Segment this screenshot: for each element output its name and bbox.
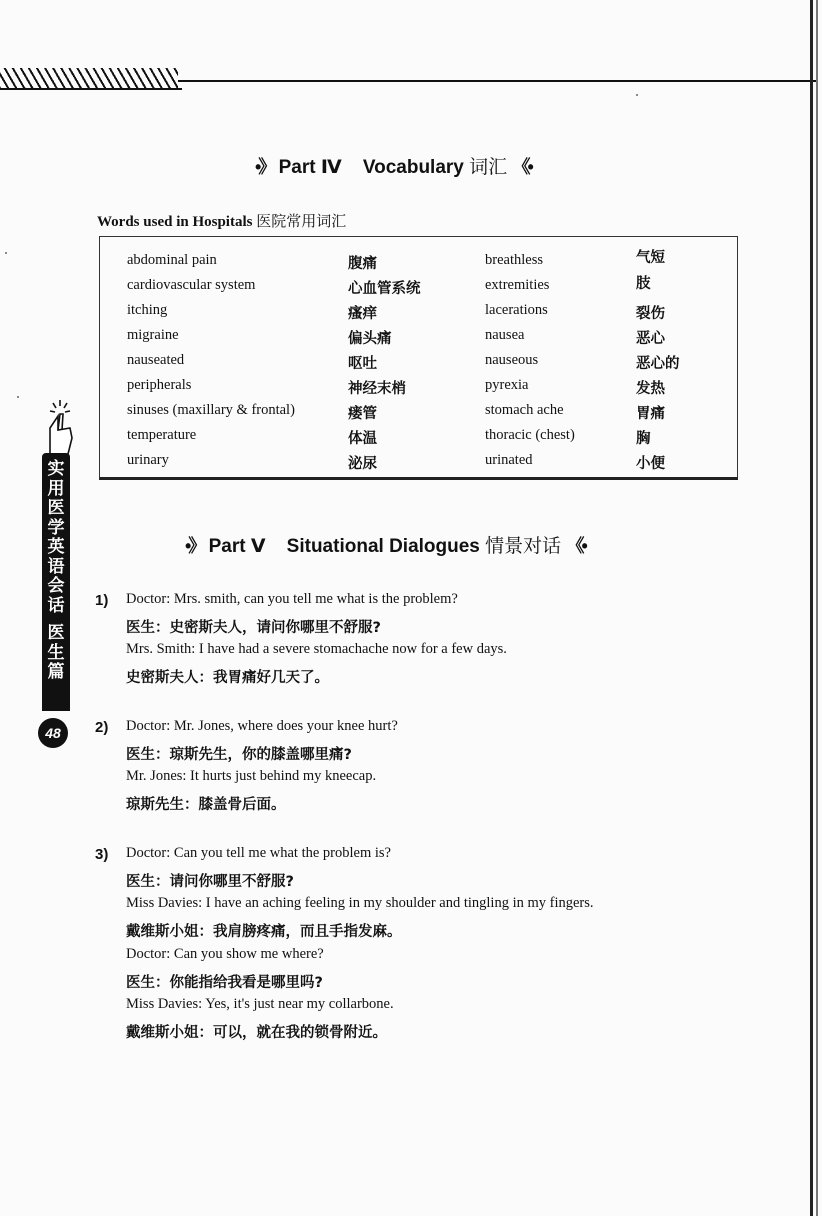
- vocab-term-en: abdominal pain: [127, 252, 217, 268]
- right-arrow-icon: 《•: [512, 157, 531, 177]
- vocab-row: [100, 352, 737, 377]
- dialogue-line-zh: 医生：你能指给我看是哪里吗?: [126, 975, 323, 991]
- vocab-term-zh: 泌尿: [348, 456, 377, 472]
- part5-title-en: Situational Dialogues: [286, 536, 480, 557]
- vocab-term-en: urinated: [485, 452, 533, 468]
- vocab-row: [100, 427, 737, 452]
- vocab-term-zh: 偏头痛: [348, 331, 392, 347]
- vocab-row: [100, 302, 737, 327]
- header-hatch-base-line: [0, 88, 182, 90]
- vocab-row: [100, 377, 737, 402]
- part4-title-zh: 词汇: [469, 157, 508, 178]
- vocab-term-en: pyrexia: [485, 377, 529, 393]
- dialogue-line-zh: 琼斯先生：膝盖骨后面。: [126, 797, 286, 813]
- vocab-heading: [97, 210, 346, 231]
- page-edge-line: [810, 0, 813, 1216]
- vocab-term-zh: 恶心的: [636, 356, 680, 372]
- vocab-heading-zh: 医院常用词汇: [256, 212, 347, 230]
- dialogue-line-zh: 医生：琼斯先生，你的膝盖哪里痛?: [126, 747, 352, 763]
- part4-label: Part Ⅳ: [278, 157, 342, 178]
- vocab-term-en: thoracic (chest): [485, 427, 575, 443]
- vocab-term-zh: 腹痛: [348, 256, 377, 272]
- vocab-term-zh: 神经末梢: [348, 381, 406, 397]
- speck: [636, 94, 638, 96]
- dialogue-line-en: Mrs. Smith: I have had a severe stomachache now for a few days.: [126, 641, 507, 657]
- part5-label: Part Ⅴ: [208, 536, 266, 557]
- dialogue-line-zh: 史密斯夫人：我胃痛好几天了。: [126, 670, 329, 686]
- chapter-side-tab: [38, 398, 78, 758]
- dialogue-line-en: Miss Davies: I have an aching feeling in my shoulder and tingling in my fingers.: [126, 895, 594, 911]
- vocabulary-table: [99, 236, 738, 480]
- left-arrow-icon: •》: [255, 157, 274, 177]
- vocab-term-en: nausea: [485, 327, 525, 343]
- vocab-term-zh: 气短: [636, 250, 665, 266]
- dialogue-line-en: Doctor: Can you tell me what the problem is?: [126, 845, 391, 861]
- vocab-term-zh: 瘘管: [348, 406, 377, 422]
- page-number: 48: [38, 718, 68, 748]
- vocab-row: [100, 452, 737, 477]
- header-hatch-decoration: [0, 68, 178, 90]
- vocab-term-zh: 胃痛: [636, 406, 665, 422]
- book-title: 实用医学英语会话: [47, 459, 65, 616]
- dialogue-number: 2): [95, 719, 109, 736]
- dialogue-line-zh: 戴维斯小姐：可以，就在我的锁骨附近。: [126, 1025, 387, 1041]
- vocab-term-zh: 呕吐: [348, 356, 377, 372]
- vocab-term-en: nauseous: [485, 352, 539, 368]
- vocab-term-zh: 心血管系统: [348, 281, 421, 297]
- volume-title: 医生篇: [47, 623, 65, 682]
- vocab-term-en: temperature: [127, 427, 197, 443]
- side-title: [42, 460, 70, 683]
- part4-title-en: Vocabulary: [362, 157, 464, 178]
- vocab-term-en: cardiovascular system: [127, 277, 256, 293]
- speck: [17, 396, 19, 398]
- dialogue-line-en: Doctor: Mrs. smith, can you tell me what is the problem?: [126, 591, 458, 607]
- speck: [5, 252, 7, 254]
- dialogue-line-zh: 戴维斯小姐：我肩膀疼痛，而且手指发麻。: [126, 924, 402, 940]
- vocab-term-en: stomach ache: [485, 402, 564, 418]
- vocab-term-zh: 肢: [636, 276, 651, 292]
- bookmark-hand-icon: [44, 398, 74, 454]
- vocab-term-en: peripherals: [127, 377, 192, 393]
- vocab-term-en: migraine: [127, 327, 179, 343]
- vocab-row: [100, 327, 737, 352]
- vocab-term-zh: 胸: [636, 431, 651, 447]
- dialogue-number: 3): [95, 846, 109, 863]
- vocab-term-en: sinuses (maxillary & frontal): [127, 402, 295, 418]
- vocab-term-en: itching: [127, 302, 168, 318]
- vocab-row: [100, 402, 737, 427]
- page-edge-line-secondary: [816, 0, 818, 1216]
- part5-title-zh: 情景对话: [485, 536, 562, 557]
- header-rule: [178, 80, 818, 82]
- dialogue-line-zh: 医生：请问你哪里不舒服?: [126, 874, 294, 890]
- vocab-term-en: nauseated: [127, 352, 185, 368]
- vocab-term-zh: 裂伤: [636, 306, 665, 322]
- vocab-term-zh: 体温: [348, 431, 377, 447]
- vocab-term-en: breathless: [485, 252, 543, 268]
- dialogue-line-en: Miss Davies: Yes, it's just near my collarbone.: [126, 996, 394, 1012]
- dialogue-number: 1): [95, 592, 109, 609]
- vocab-term-zh: 瘙痒: [348, 306, 377, 322]
- vocab-term-en: extremities: [485, 277, 550, 293]
- dialogue-line-en: Doctor: Can you show me where?: [126, 946, 324, 962]
- dialogue-line-en: Doctor: Mr. Jones, where does your knee hurt?: [126, 718, 398, 734]
- part4-title: [255, 152, 531, 179]
- right-arrow-icon: 《•: [566, 536, 585, 556]
- left-arrow-icon: •》: [185, 536, 204, 556]
- vocab-term-zh: 小便: [636, 456, 665, 472]
- part5-title: [185, 531, 585, 558]
- vocab-term-en: lacerations: [485, 302, 548, 318]
- vocab-row: [100, 277, 737, 302]
- dialogue-line-en: Mr. Jones: It hurts just behind my kneecap.: [126, 768, 377, 784]
- vocab-term-zh: 恶心: [636, 331, 665, 347]
- vocab-term-zh: 发热: [636, 381, 665, 397]
- dialogue-line-zh: 医生：史密斯夫人，请问你哪里不舒服?: [126, 620, 381, 636]
- vocab-heading-en: Words used in Hospitals: [97, 214, 253, 230]
- vocab-term-en: urinary: [127, 452, 169, 468]
